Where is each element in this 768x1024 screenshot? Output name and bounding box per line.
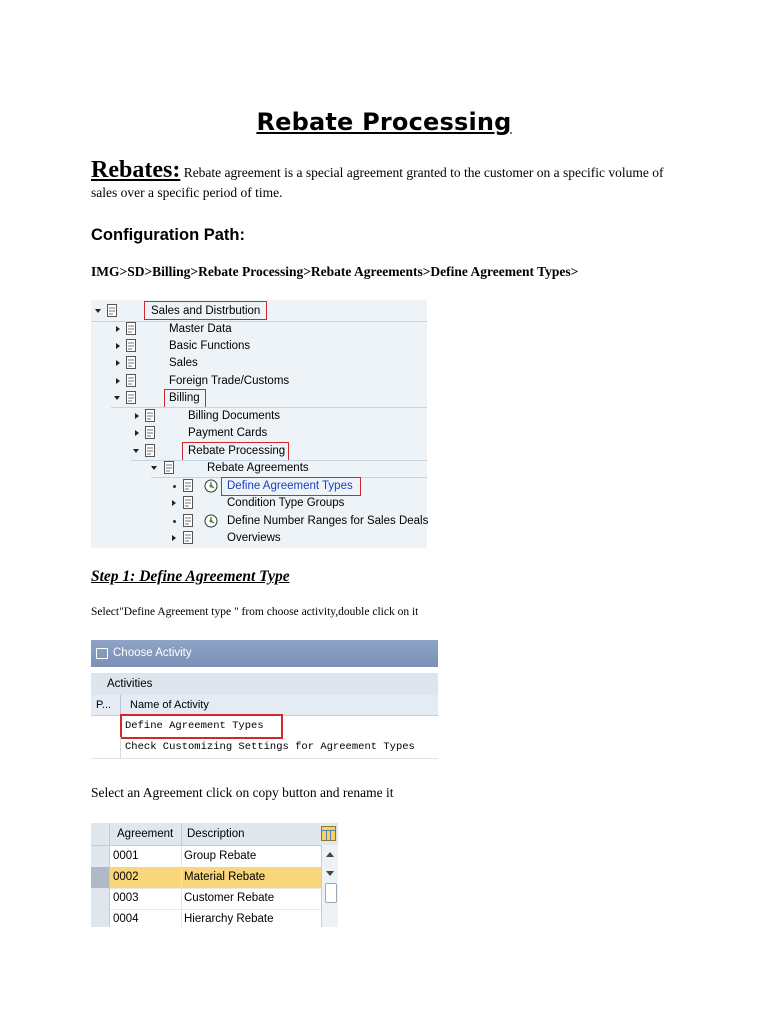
row-selector[interactable]: [91, 909, 110, 927]
tree-node-master-data[interactable]: [91, 321, 427, 338]
expand-right-icon[interactable]: [116, 378, 120, 384]
col-p-header[interactable]: P...: [96, 699, 112, 711]
tree-node-foreign-trade[interactable]: [91, 373, 427, 390]
agreement-table-header: [91, 823, 338, 846]
scroll-down-icon[interactable]: [326, 871, 334, 876]
tree-label: Foreign Trade/Customs: [169, 375, 290, 387]
tree-node-rebate-agreements[interactable]: [91, 460, 427, 477]
window-icon: [96, 648, 108, 659]
expand-right-icon[interactable]: [116, 360, 120, 366]
agreement-cell: 0003: [111, 888, 182, 909]
col-description-header[interactable]: Description: [187, 828, 245, 840]
table-row-selected[interactable]: [91, 867, 321, 889]
choose-activity-dialog: [91, 640, 438, 766]
scroll-thumb[interactable]: [325, 883, 337, 903]
tree-node-overviews[interactable]: [91, 530, 427, 547]
divider: [120, 737, 121, 758]
tree-node-payment-cards[interactable]: [91, 425, 427, 442]
column-settings-icon[interactable]: [321, 826, 336, 841]
agreement-cell: 0004: [111, 909, 182, 927]
activity-name: Check Customizing Settings for Agreement Types: [125, 741, 415, 753]
dialog-titlebar: [91, 640, 438, 667]
expand-down-icon[interactable]: [114, 396, 120, 400]
tree-label: Sales and Distrbution: [151, 305, 261, 317]
empty-row: [91, 758, 438, 766]
tree-label: Sales: [169, 357, 198, 369]
description-cell: Hierarchy Rebate: [184, 913, 274, 925]
expand-down-icon[interactable]: [95, 309, 101, 313]
bullet-icon: [173, 485, 176, 488]
row-selector[interactable]: [91, 846, 110, 867]
execute-clock-icon[interactable]: [204, 479, 218, 493]
document-icon: [145, 444, 156, 458]
description-cell: Group Rebate: [184, 850, 257, 862]
rebates-text: Rebate agreement is a special agreement granted to the customer on a specific volume of sales over a specific period of time.: [91, 165, 664, 200]
description-cell: Customer Rebate: [184, 892, 275, 904]
activity-row[interactable]: [91, 737, 438, 758]
expand-down-icon[interactable]: [133, 449, 139, 453]
tree-node-condition-type-groups[interactable]: [91, 495, 427, 512]
configuration-heading: Configuration Path:: [91, 226, 245, 244]
scroll-up-icon[interactable]: [326, 852, 334, 857]
document-icon: [183, 479, 194, 493]
col-agreement-header[interactable]: Agreement: [117, 828, 174, 840]
tree-node-billing[interactable]: [91, 390, 427, 407]
tree-node-define-number-ranges[interactable]: [91, 513, 427, 530]
highlight-box: [182, 442, 289, 461]
document-icon: [126, 356, 137, 370]
img-tree: [91, 300, 427, 548]
expand-right-icon[interactable]: [135, 430, 139, 436]
expand-right-icon[interactable]: [172, 535, 176, 541]
tree-label: Billing Documents: [188, 410, 281, 422]
rebates-paragraph: [91, 157, 681, 203]
activity-name: Define Agreement Types: [125, 720, 264, 732]
configuration-path: IMG>SD>Billing>Rebate Processing>Rebate Agreements>Define Agreement Types>: [91, 264, 579, 279]
expand-right-icon[interactable]: [116, 343, 120, 349]
select-all-cell[interactable]: [91, 823, 110, 845]
tree-label: Rebate Agreements: [207, 462, 309, 474]
highlight-box: [120, 714, 283, 739]
vertical-scrollbar[interactable]: [321, 845, 338, 927]
divider: [120, 695, 121, 715]
tree-label: Condition Type Groups: [227, 497, 345, 509]
page-title: Rebate Processing: [256, 108, 512, 136]
tree-label: Define Agreement Types: [227, 480, 353, 492]
activity-table-header: [91, 695, 438, 716]
document-icon: [164, 461, 175, 475]
tree-label: Define Number Ranges for Sales Deals: [227, 515, 429, 527]
document-icon: [145, 426, 156, 440]
tree-node-basic-functions[interactable]: [91, 338, 427, 355]
activities-label: Activities: [107, 678, 153, 690]
tree-label: Master Data: [169, 323, 232, 335]
tree-node-sales[interactable]: [91, 355, 427, 372]
tree-label: Payment Cards: [188, 427, 268, 439]
agreement-cell: 0001: [111, 846, 182, 867]
document-icon: [126, 391, 137, 405]
document-icon: [183, 514, 194, 528]
execute-clock-icon[interactable]: [204, 514, 218, 528]
table-row[interactable]: [91, 888, 321, 910]
copy-instruction: Select an Agreement click on copy button and rename it: [91, 785, 394, 800]
expand-right-icon[interactable]: [172, 500, 176, 506]
expand-down-icon[interactable]: [151, 466, 157, 470]
step1-instruction: Select"Define Agreement type " from choose activity,double click on it: [91, 606, 419, 618]
document-icon: [126, 322, 137, 336]
tree-label: Overviews: [227, 532, 281, 544]
col-name-header[interactable]: Name of Activity: [130, 699, 209, 711]
document-icon: [183, 531, 194, 545]
step1-heading: Step 1: Define Agreement Type: [91, 568, 290, 585]
divider: [181, 823, 182, 845]
row-selector[interactable]: [91, 888, 110, 909]
agreement-cell: 0002: [111, 867, 182, 888]
expand-right-icon[interactable]: [135, 413, 139, 419]
highlight-box: [164, 389, 206, 408]
highlight-box: [221, 477, 361, 496]
document-icon: [183, 496, 194, 510]
bullet-icon: [173, 520, 176, 523]
table-row[interactable]: [91, 909, 321, 927]
rebates-heading: Rebates:: [91, 157, 181, 183]
document-icon: [107, 304, 118, 318]
document-icon: [126, 374, 137, 388]
document-icon: [145, 409, 156, 423]
tree-label: Billing: [169, 392, 200, 404]
table-row[interactable]: [91, 846, 321, 868]
description-cell: Material Rebate: [184, 871, 266, 883]
row-selector[interactable]: [91, 867, 110, 888]
tree-label: Rebate Processing: [188, 445, 286, 457]
document-icon: [126, 339, 137, 353]
agreement-table: [91, 823, 338, 927]
expand-right-icon[interactable]: [116, 326, 120, 332]
tree-node-billing-documents[interactable]: [91, 408, 427, 425]
dialog-title: Choose Activity: [113, 647, 192, 659]
tree-label: Basic Functions: [169, 340, 251, 352]
activities-section: [91, 673, 438, 695]
highlight-box: [144, 301, 267, 320]
